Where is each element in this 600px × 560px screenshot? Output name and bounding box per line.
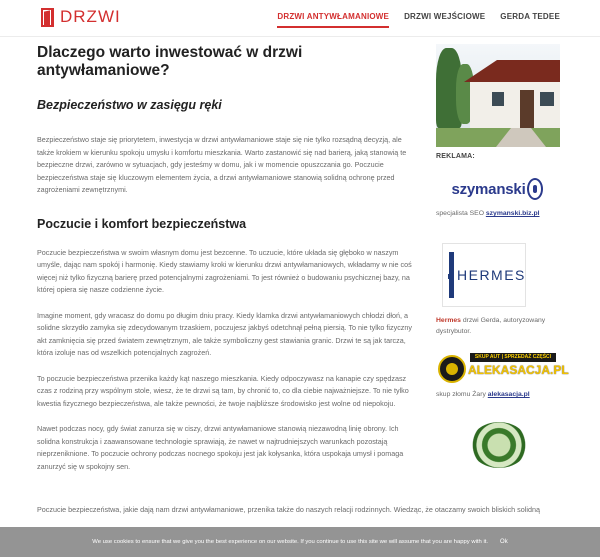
cookie-text: We use cookies to ensure that we give you the best experience on our website. If you continue to use this site we will assume that you are happy with it. xyxy=(92,539,489,545)
car-badge-icon xyxy=(438,355,466,383)
paragraph: Nawet podczas nocy, gdy świat zanurza się w ciszy, drzwi antywłamaniowe stanowią niezawodną linię obrony. Ich solidna konstrukcja i zaawansowane technologie sprawiają, że nawet w najtrudniejszych warunkach pozostają nieprzeniknione. To poczucie ochrony podczas nocnego spokoju jest jak kołysanka, która uspokaja umysł i pomaga zanurzyć się w spokojny sen. xyxy=(37,424,404,471)
cookie-banner xyxy=(0,527,600,557)
paragraph: Imagine moment, gdy wracasz do domu po długim dniu pracy. Kiedy klamka drzwi antywłamaniowych chłodzi dłoń, a solidne skrzydło zamyka się zdecydowanym trzaskiem, poczujesz jakbyś odetchnął pełną piersią. To nie tylko fizyczny akt zamknięcia się przed światem zewnętrznym, ale także symboliczny gest stawiania granic. Drzwi te są jak tarcza, która izoluje nas od wszelkich potencjalnych zagrożeń. xyxy=(37,310,412,357)
nav-item-gerda-tedee[interactable]: GERDA TEDEE xyxy=(500,12,560,21)
paragraph: Poczucie bezpieczeństwa w swoim własnym domu jest bezcenne. To uczucie, które układa się głęboko w naszym umyśle, dając nam spokój i harmonię. Kiedy stawiamy kroki w kierunku drzwi antywłamaniowych, wkładamy w nie coś więcej niż tylko fizyczną barierę przed potencjalnymi zagrożeniami. To jest również o budowaniu psychicznej bazy, na której opiera się nasze codzienne życie. xyxy=(37,247,412,294)
cookie-ok-button[interactable]: Ok xyxy=(500,539,508,545)
nav-item-drzwi-wejsciowe[interactable]: DRZWI WEJŚCIOWE xyxy=(404,12,486,21)
ad-link[interactable]: szymanski.biz.pl xyxy=(485,210,540,217)
article xyxy=(37,44,417,486)
site-header xyxy=(0,0,600,37)
house-photo xyxy=(436,44,560,147)
ad-link[interactable]: Hermes xyxy=(436,317,461,324)
ad-link[interactable]: alekasacja.pl xyxy=(487,391,530,398)
nav-item-drzwi-antywlamaniowe[interactable]: DRZWI ANTYWŁAMANIOWE xyxy=(277,12,389,28)
door-icon xyxy=(449,252,454,298)
sidebar xyxy=(436,44,569,468)
keyhole-icon xyxy=(527,178,543,200)
hermes-logo[interactable]: HERMES xyxy=(442,243,526,307)
ad-caption: skup złomu Żary alekasacja.pl xyxy=(436,391,530,398)
paragraph: To poczucie bezpieczeństwa przenika każdy kąt naszego mieszkania. Kiedy odpoczywasz na kanapie czy spędzasz czas z rodziną przy wspólnym stole, wiesz, że te drzwi są tam, by chronić to, co dla ciebie najważniejsze. To nie tylko kwestia fizycznego bezpieczeństwa, ale także pewności, że twoje najbliższe środowisko jest wolne od niepokoju. xyxy=(37,373,409,408)
logo-text: DRZWI xyxy=(60,7,121,26)
ad-caption: Hermes drzwi Gerda, autoryzowany dystrybutor. xyxy=(436,317,546,335)
paragraph: Bezpieczeństwo staje się priorytetem, inwestycja w drzwi antywłamaniowe staje się nie tylko rozsądną decyzją, ale także krokiem w kierunku spokoju umysłu i komfortu mieszkania. Warto zastanowić się nad barierą, jaką stanowią te bezpieczne drzwi, zarówno w sytuacjach, gdy jesteśmy w domu, jak i w momencie opuszczania go. Poczucie bezpieczeństwa staje się kluczowym elementem życia, a drzwi antywłamaniowe stanowią solidną ochronę przed zagrożeniami zewnętrznymi. xyxy=(37,135,407,194)
door-icon xyxy=(41,8,56,27)
page-title: Dlaczego warto inwestować w drzwi antywłamaniowe? xyxy=(37,44,303,79)
section-heading: Bezpieczeństwo w zasięgu ręki xyxy=(37,98,222,112)
ad-szymanski[interactable] xyxy=(436,174,564,219)
main-nav xyxy=(262,12,560,28)
section-heading: Poczucie i komfort bezpieczeństwa xyxy=(37,216,247,231)
ad-caption: specjalista SEO szymanski.biz.pl xyxy=(436,210,540,217)
szymanski-logo[interactable]: szymanski xyxy=(430,174,564,204)
seal-logo[interactable] xyxy=(470,422,528,468)
ads-label: REKLAMA: xyxy=(436,153,475,160)
alekasacja-logo[interactable]: SKUP AUT | SPRZEDAŻ CZĘŚCI ALEKASACJA.PL xyxy=(436,351,556,385)
paragraph: Poczucie bezpieczeństwa, jakie dają nam drzwi antywłamaniowe, przenika także do naszych relacji rodzinnych. Wiedząc, że otaczamy swoich bliskich solidną xyxy=(37,505,540,514)
site-logo[interactable] xyxy=(41,7,121,27)
